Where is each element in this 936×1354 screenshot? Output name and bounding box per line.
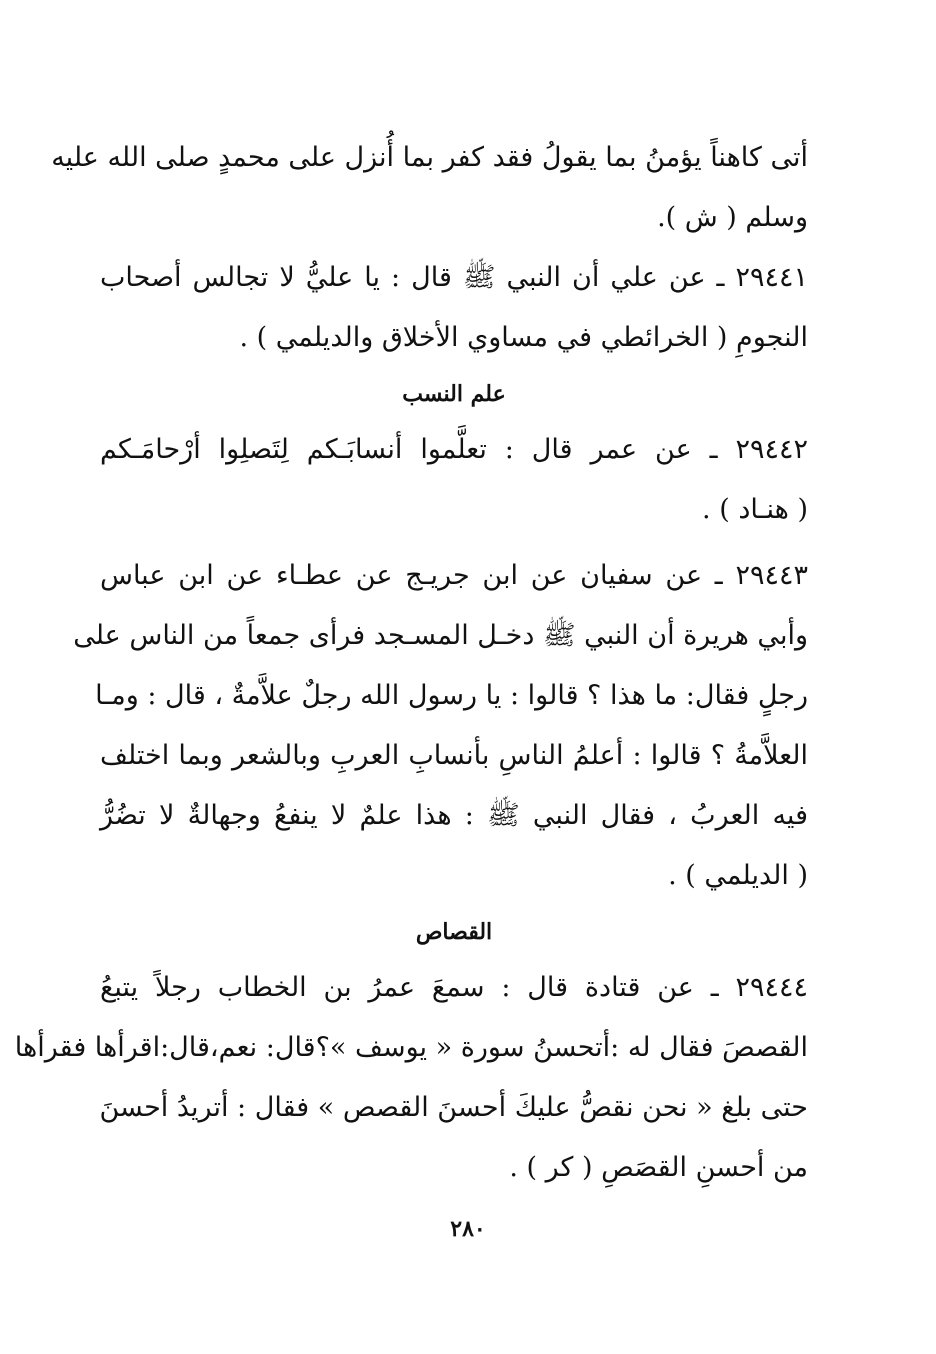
page-number: ٢٨٠ [450,1216,486,1242]
text-line: من أحسنِ القصَصِ ( كر ) . [509,1152,808,1183]
page-body [14,128,808,1198]
text-line: ٢٩٤٤١ ـ عن علي أن النبي ﷺ قال : يا عليُّ لا تجالس أصحاب [100,262,808,293]
text-line: ٢٩٤٤٤ ـ عن قتادة قال : سمعَ عمرُ بن الخطاب رجلاً يتبعُ [100,972,808,1003]
text-line: وأبي هريرة أن النبي ﷺ دخـل المسـجد فرأى جمعاً من الناس على [73,620,808,651]
text-line: حتى بلغ « نحن نقصُّ عليكَ أحسنَ القصص » فقال : أتريدُ أحسنَ [99,1092,808,1123]
section-heading-al-qassas: القصاص [415,919,493,945]
hadith-29442 [100,420,808,540]
hadith-29443 [73,546,808,906]
text-line: وسلم ( ش ). [657,202,808,233]
section-heading-ilm-al-nasab: علم النسب [402,381,506,407]
hadith-29444 [14,958,808,1198]
text-line: ( الديلمي ) . [668,860,808,891]
text-line: فيه العربُ ، فقال النبي ﷺ : هذا علمٌ لا ينفعُ وجهالةٌ لا تضُرُّ [100,800,808,831]
hadith-29441 [100,248,808,368]
paragraph-continuation [51,128,808,248]
text-line: القصصَ فقال له :أتحسنُ سورة « يوسف »؟قال: نعم،قال:اقرأها فقرأها [14,1032,808,1063]
text-line: أتى كاهناً يؤمنُ بما يقولُ فقد كفر بما أُنزل على محمدٍ صلى الله عليه [51,142,808,173]
text-line: رجلٍ فقال: ما هذا ؟ قالوا : يا رسول الله رجلٌ علاَّمةٌ ، قال : ومـا [95,680,808,711]
text-line: ( هنـاد ) . [702,494,808,525]
text-line: ٢٩٤٤٣ ـ عن سفيان عن ابن جريـج عن عطـاء عن ابن عباس [100,560,808,591]
text-line: النجومِ ( الخرائطي في مساوي الأخلاق والديلمي ) . [239,322,808,353]
text-line: العلاَّمةُ ؟ قالوا : أعلمُ الناسِ بأنسابِ العربِ وبالشعر وبما اختلف [100,740,808,771]
text-line: ٢٩٤٤٢ ـ عن عمر قال : تعلَّموا أنسابَـكم لِتَصلِوا أرْحامَـكم [100,434,808,465]
